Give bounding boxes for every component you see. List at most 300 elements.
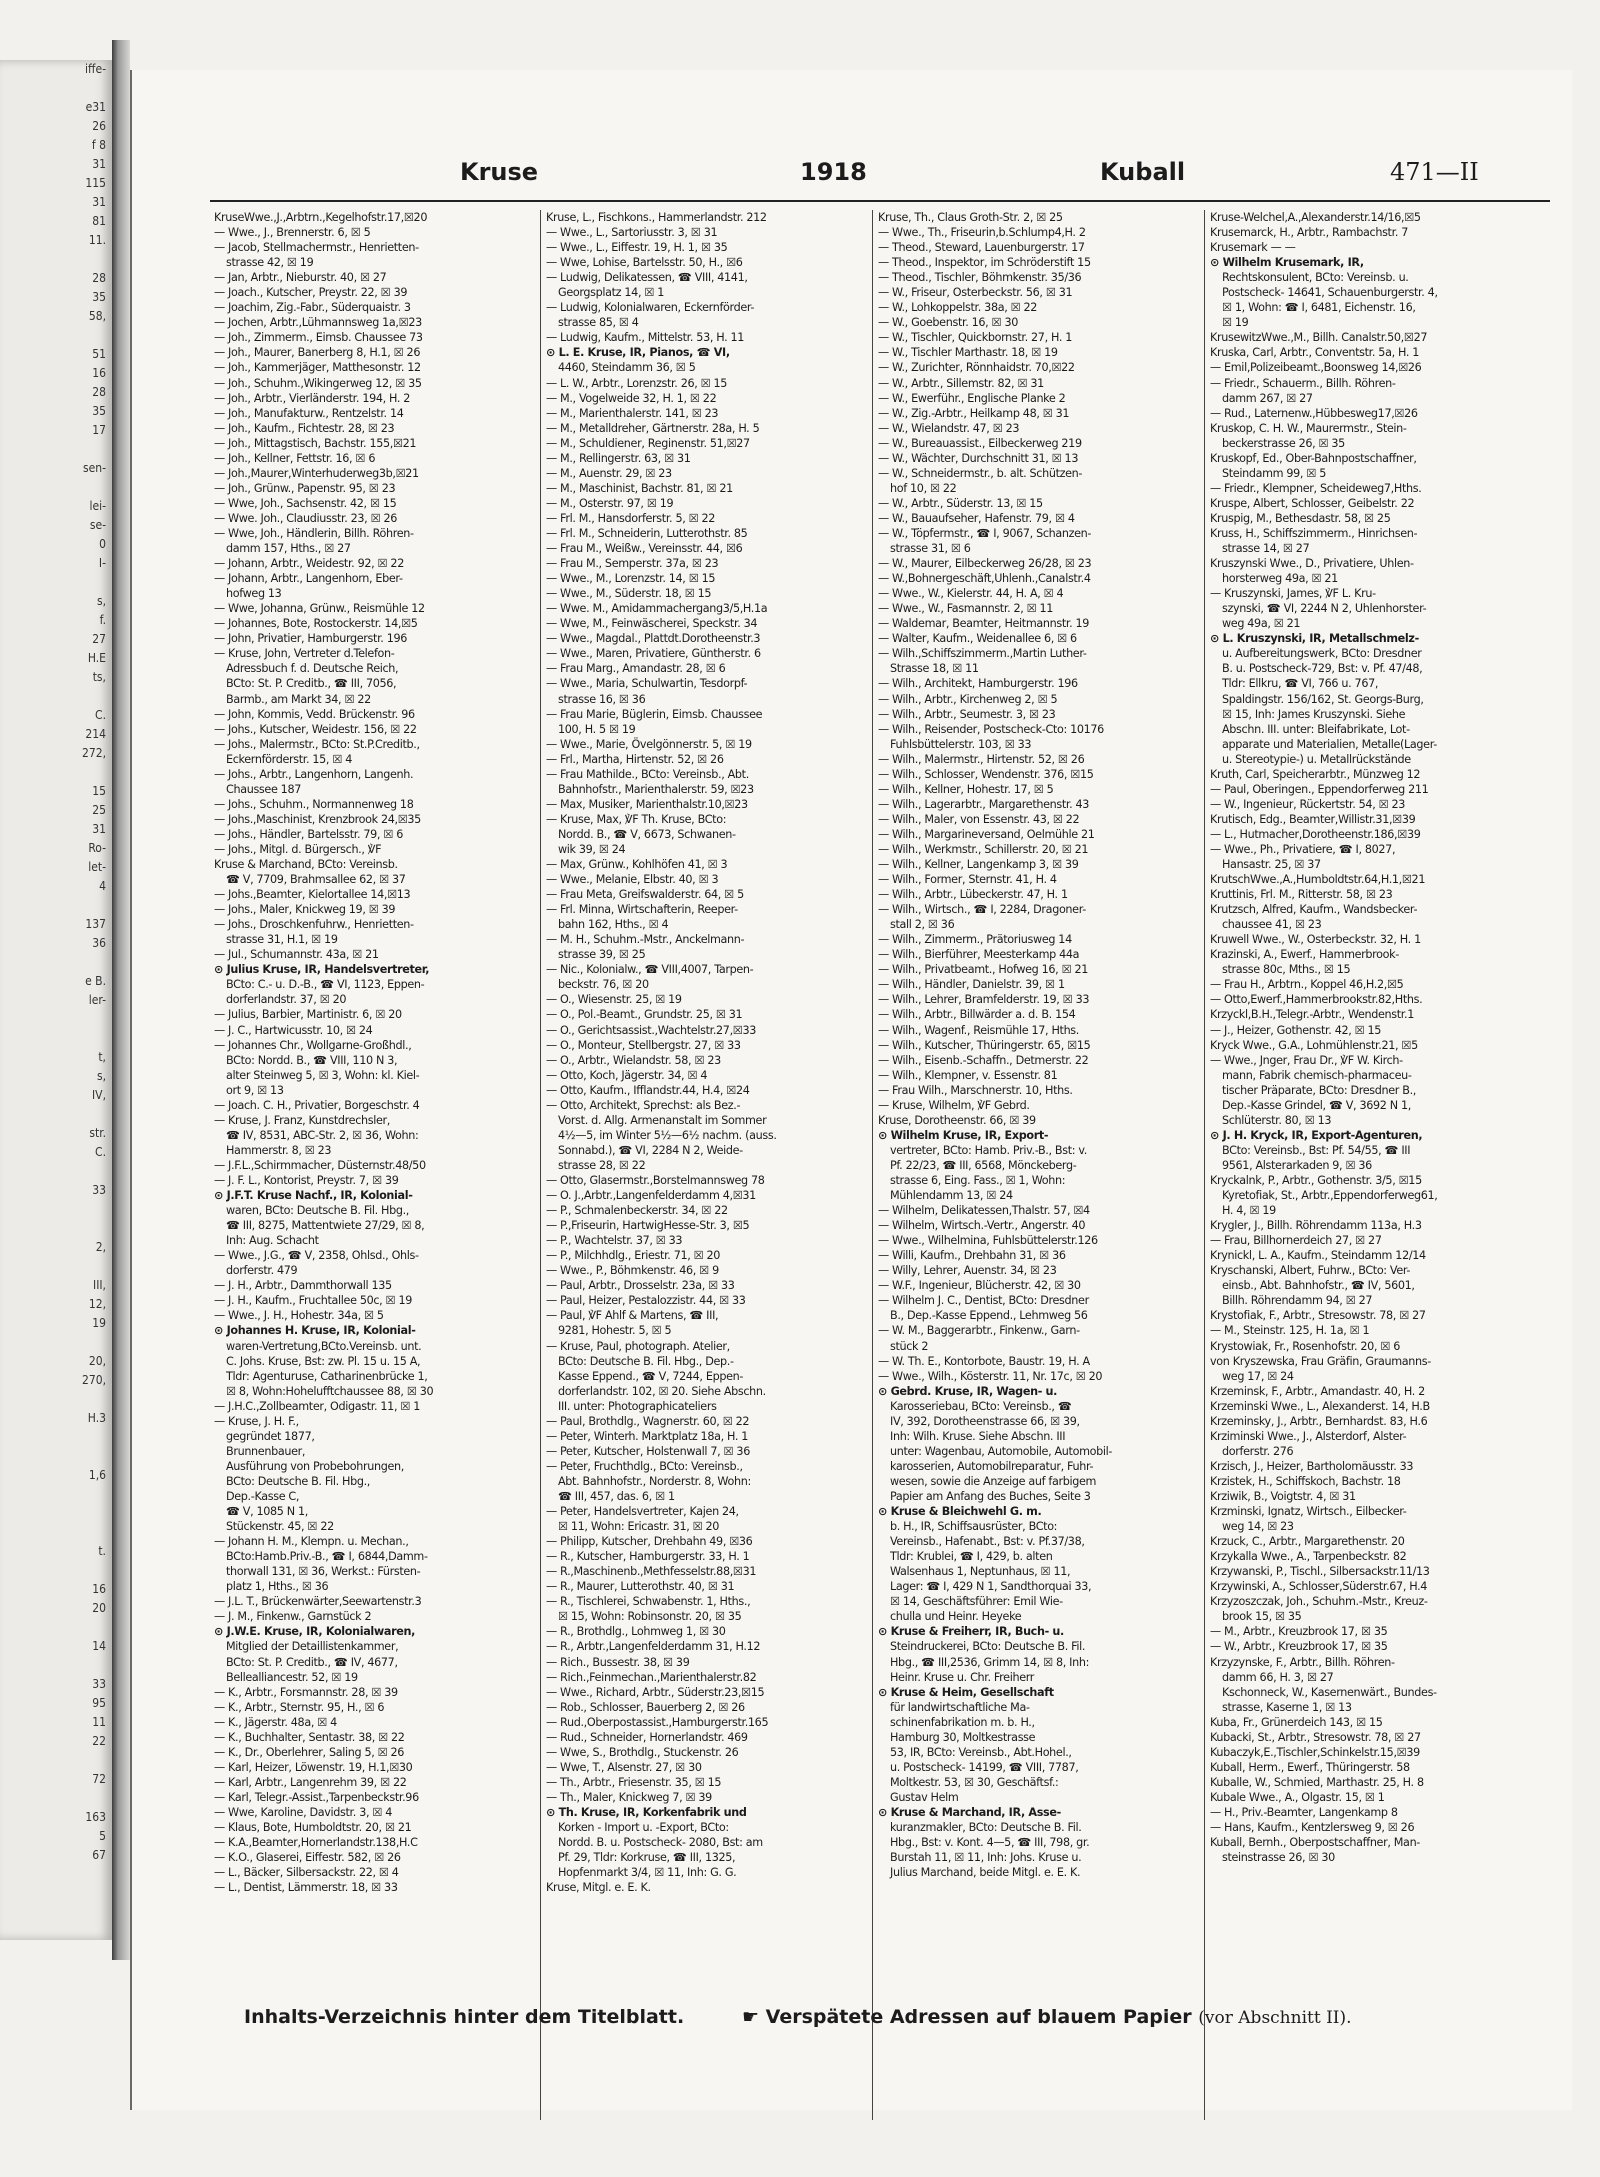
- left-page-fragment-line: 28: [92, 271, 106, 285]
- directory-entry-line: — K., Jägerstr. 48a, ☒ 4: [214, 1715, 337, 1729]
- directory-entry-line: — Joh., Grünw., Papenstr. 95, ☒ 23: [214, 481, 396, 495]
- directory-entry-line: Krziminski Wwe., J., Alsterdorf, Alster-: [1210, 1429, 1407, 1443]
- left-page-fragment-line: let-: [88, 860, 106, 874]
- directory-entry-line: — O., Pol.-Beamt., Grundstr. 25, ☒ 31: [546, 1008, 743, 1022]
- directory-entry-line: waren, BCto: Deutsche B. Fil. Hbg.,: [226, 1204, 409, 1218]
- directory-entry-line: ⊙ Kruse & Heim, Gesellschaft: [878, 1685, 1054, 1699]
- left-page-fragment-line: lei-: [89, 499, 106, 513]
- directory-entry-line: — Wwe., Maria, Schulwartin, Tesdorpf-: [546, 677, 748, 691]
- directory-entry-line: Krzyzoszczak, Joh., Schuhm.-Mstr., Kreuz-: [1210, 1595, 1428, 1609]
- directory-entry-line: — Wwe, Lohise, Bartelsstr. 50, H., ☒6: [546, 256, 743, 270]
- directory-entry-line: Postscheck- 14641, Schauenburgerstr. 4,: [1222, 286, 1438, 300]
- directory-entry-line: — W., Arbtr., Sillemstr. 82, ☒ 31: [878, 376, 1044, 390]
- header-right-keyword: Kuball: [1100, 158, 1186, 186]
- directory-entry-line: Kyretofiak, St., Arbtr.,Eppendorferweg61,: [1222, 1189, 1438, 1203]
- directory-entry-line: kuranzmakler, BCto: Deutsche B. Fil.: [890, 1821, 1082, 1835]
- directory-entry-line: — W., Tischler, Quickbornstr. 27, H. 1: [878, 331, 1073, 345]
- left-page-fragment-line: [0, 1789, 112, 1808]
- left-page-fragment-line: 20: [92, 1601, 106, 1615]
- directory-entry-line: — Wwe, T., Alsenstr. 27, ☒ 30: [546, 1760, 702, 1774]
- left-page-fragment-line: [0, 1523, 112, 1542]
- directory-entry-line: weg 14, ☒ 23: [1222, 1520, 1294, 1534]
- directory-entry-line: — Wwe., J. H., Hohestr. 34a, ☒ 5: [214, 1309, 384, 1323]
- directory-entry-line: Hopfenmarkt 3/4, ☒ 11, Inh: G. G.: [558, 1866, 737, 1880]
- directory-entry-line: Heinr. Kruse u. Chr. Freiherr: [890, 1670, 1035, 1684]
- left-page-fragment-line: 4: [99, 879, 106, 893]
- directory-entry-line: ⊙ J.W.E. Kruse, IR, Kolonialwaren,: [214, 1625, 415, 1639]
- directory-entry-line: — Willi, Kaufm., Drehbahn 31, ☒ 36: [878, 1249, 1066, 1263]
- directory-entry-line: Krutisch, Edg., Beamter,Willistr.31,☒39: [1210, 812, 1416, 826]
- directory-entry-line: — W., Goebenstr. 16, ☒ 30: [878, 316, 1018, 330]
- directory-entry-line: — Ludwig, Delikatessen, ☎ VIII, 4141,: [546, 271, 748, 285]
- directory-entry-line: für landwirtschaftliche Ma-: [890, 1700, 1030, 1714]
- left-page-fragment-line: 163: [85, 1810, 106, 1824]
- directory-entry-line: — K.A.,Beamter,Hornerlandstr.138,H.C: [214, 1836, 418, 1850]
- directory-entry-line: KrusewitzWwe.,M., Billh. Canalstr.50,☒27: [1210, 331, 1428, 345]
- directory-entry-line: — W., Ingenieur, Rückertstr. 54, ☒ 23: [1210, 797, 1406, 811]
- directory-entry-line: — Kruse, Paul, photograph. Atelier,: [546, 1339, 730, 1353]
- left-page-fragment-line: [0, 1618, 112, 1637]
- directory-entry-line: H. 4, ☒ 19: [1222, 1204, 1276, 1218]
- directory-entry-line: u. Aufbereitungswerk, BCto: Dresdner: [1222, 647, 1422, 661]
- directory-entry-line: Hamburg 30, Moltkestrasse: [890, 1730, 1036, 1744]
- directory-entry-line: — W., Friseur, Osterbeckstr. 56, ☒ 31: [878, 286, 1073, 300]
- left-page-fragment-line: 31: [92, 822, 106, 836]
- directory-entry-line: Krzykalla Wwe., A., Tarpenbeckstr. 82: [1210, 1550, 1407, 1564]
- directory-entry-line: — Kruse, Wilhelm, ℣F Gebrd.: [878, 1098, 1030, 1112]
- directory-entry-line: Kruse, L., Fischkons., Hammerlandstr. 212: [546, 211, 767, 224]
- directory-entry-line: Brunnenbauer,: [226, 1444, 306, 1458]
- left-page-fragment-line: 2,: [95, 1240, 106, 1254]
- directory-entry-line: Kryckalnk, P., Arbtr., Gothenstr. 3/5, ☒15: [1210, 1174, 1422, 1187]
- directory-entry-line: Hbg., ☎ III,2536, Grimm 14, ☒ 8, Inh:: [890, 1655, 1090, 1669]
- directory-entry-line: steinstrasse 26, ☒ 30: [1222, 1851, 1335, 1865]
- directory-entry-line: — Johs., Kutscher, Weidestr. 156, ☒ 22: [214, 722, 417, 736]
- directory-entry-line: dorferlandstr. 102, ☒ 20. Siehe Abschn.: [558, 1384, 766, 1398]
- directory-entry-line: — Rich.,Feinmechan.,Marienthalerstr.82: [546, 1670, 757, 1684]
- directory-entry-line: u. Postscheck- 14199, ☎ VIII, 7787,: [890, 1760, 1079, 1774]
- directory-entry-line: — Frau H., Arbtrn., Koppel 46,H.2,☒5: [1210, 978, 1404, 992]
- directory-entry-line: — Joh., Kellner, Fettstr. 16, ☒ 6: [214, 451, 376, 465]
- directory-entry-line: ☎ III, 8275, Mattentwiete 27/29, ☒ 8,: [226, 1219, 425, 1233]
- directory-entry-line: ort 9, ☒ 13: [226, 1083, 284, 1097]
- directory-entry-line: unter: Wagenbau, Automobile, Automobil-: [890, 1444, 1113, 1458]
- directory-entry-line: Bahnhofstr., Marienthalerstr. 59, ☒23: [558, 782, 754, 796]
- directory-entry-line: — Peter, Fruchthdlg., BCto: Vereinsb.,: [546, 1459, 743, 1473]
- directory-entry-line: — J. C., Hartwicusstr. 10, ☒ 24: [214, 1023, 373, 1037]
- directory-entry-line: Krusemarck, H., Arbtr., Rambachstr. 7: [1210, 226, 1408, 240]
- directory-entry-line: III. unter: Photographicateliers: [558, 1399, 717, 1413]
- directory-entry-line: Julius Marchand, beide Mitgl. e. E. K.: [890, 1866, 1081, 1880]
- directory-entry-line: — J.L. T., Brückenwärter,Seewartenstr.3: [214, 1595, 422, 1609]
- directory-entry-line: Schlüterstr. 80, ☒ 13: [1222, 1113, 1332, 1127]
- directory-entry-line: — Joh., Maurer, Banerberg 8, H.1, ☒ 26: [214, 346, 421, 360]
- directory-entry-line: B., Dep.-Kasse Eppend., Lehmweg 56: [890, 1309, 1088, 1323]
- directory-entry-line: — K., Buchhalter, Sentastr. 38, ☒ 22: [214, 1730, 405, 1744]
- directory-entry-line: Krutzsch, Alfred, Kaufm., Wandsbecker-: [1210, 903, 1418, 917]
- left-page-fragment-line: IV,: [92, 1088, 106, 1102]
- directory-entry-line: u. Stereotypie-) u. Metallrückstände: [1222, 752, 1411, 766]
- directory-entry-line: ⊙ L. E. Kruse, IR, Pianos, ☎ VI,: [546, 346, 730, 360]
- directory-entry-line: dorferstr. 479: [226, 1264, 298, 1278]
- directory-entry-line: — O., Gerichtsassist.,Wachtelstr.27,☒33: [546, 1023, 756, 1037]
- directory-entry-line: — Joh., Manufakturw., Rentzelstr. 14: [214, 406, 404, 420]
- directory-column-1: [214, 210, 532, 2120]
- directory-entry-line: Kschonneck, W., Kasernenwärt., Bundes-: [1222, 1685, 1437, 1699]
- directory-entry-line: Korken - Import u. -Export, BCto:: [558, 1821, 729, 1835]
- left-page-fragment-line: 81: [92, 214, 106, 228]
- directory-entry-line: — Ludwig, Kaufm., Mittelstr. 53, H. 11: [546, 331, 745, 345]
- directory-entry-line: Moltkestr. 53, ☒ 30, Geschäftsf.:: [890, 1775, 1059, 1789]
- directory-entry-line: — Wwe., Magdal., Plattdt.Dorotheenstr.3: [546, 632, 761, 646]
- directory-entry-line: — W., Tischler Marthastr. 18, ☒ 19: [878, 346, 1058, 360]
- directory-entry-line: Adressbuch f. d. Deutsche Reich,: [226, 662, 399, 676]
- directory-entry-line: ☎ V, 1085 N 1,: [226, 1505, 308, 1519]
- directory-entry-line: Lager: ☎ I, 429 N 1, Sandthorquai 33,: [890, 1580, 1092, 1594]
- directory-entry-line: KrutschWwe.,A.,Humboldtstr.64,H.1,☒21: [1210, 873, 1426, 887]
- left-page-fragment-line: 17: [92, 423, 106, 437]
- left-page-fragment-line: [0, 1751, 112, 1770]
- directory-entry-line: Vorst. d. Allg. Armenanstalt im Sommer: [558, 1113, 767, 1127]
- directory-entry-line: — Wilh., Maler, von Essenstr. 43, ☒ 22: [878, 812, 1080, 826]
- directory-entry-line: — L., Bäcker, Silbersackstr. 22, ☒ 4: [214, 1866, 399, 1880]
- directory-entry-line: Abschn. III. unter: Bleifabrikate, Lot-: [1222, 722, 1410, 736]
- directory-entry-line: 100, H. 5 ☒ 19: [558, 722, 636, 736]
- directory-entry-line: Barmb., am Markt 34, ☒ 22: [226, 692, 371, 706]
- directory-entry-line: — Frau Meta, Greifswalderstr. 64, ☒ 5: [546, 888, 744, 902]
- directory-entry-line: — P., Milchhdlg., Eriestr. 71, ☒ 20: [546, 1249, 721, 1263]
- left-page-fragment-line: 35: [92, 290, 106, 304]
- directory-entry-line: Rechtskonsulent, BCto: Vereinsb. u.: [1222, 271, 1409, 285]
- directory-entry-line: — Wwe., J., Brennerstr. 6, ☒ 5: [214, 226, 371, 240]
- directory-entry-line: Steindamm 99, ☒ 5: [1222, 466, 1326, 480]
- directory-entry-line: — M., Auenstr. 29, ☒ 23: [546, 466, 672, 480]
- directory-entry-line: — John, Kommis, Vedd. Brückenstr. 96: [214, 707, 415, 721]
- directory-entry-line: — Theod., Inspektor, im Schröderstift 15: [878, 256, 1091, 270]
- left-page-fragment-line: [0, 1485, 112, 1504]
- directory-entry-line: — Waldemar, Beamter, Heitmannstr. 19: [878, 617, 1090, 631]
- directory-entry-line: ⊙ Wilhelm Kruse, IR, Export-: [878, 1128, 1049, 1142]
- directory-entry-line: beckerstrasse 26, ☒ 35: [1222, 436, 1345, 450]
- directory-entry-line: — W., Lohkoppelstr. 38a, ☒ 22: [878, 301, 1038, 315]
- left-page-fragment-line: [0, 79, 112, 98]
- left-page-fragment-line: 137: [85, 917, 106, 931]
- footer-late-addresses: [742, 2006, 1352, 2028]
- left-page-fragment-line: 11.: [88, 233, 106, 247]
- left-page-fragment-line: 25: [92, 803, 106, 817]
- left-page-fragment-line: str.: [89, 1126, 106, 1140]
- directory-entry-line: ⊙ J.F.T. Kruse Nachf., IR, Kolonial-: [214, 1189, 413, 1203]
- directory-entry-line: — Wwe., W., Kielerstr. 44, H. A, ☒ 4: [878, 587, 1064, 601]
- left-page-fragment-line: [0, 763, 112, 782]
- directory-entry-line: Krzeminski Wwe., L., Alexanderst. 14, H.B: [1210, 1399, 1430, 1413]
- directory-entry-line: — K., Dr., Oberlehrer, Saling 5, ☒ 26: [214, 1745, 405, 1759]
- directory-entry-line: Chaussee 187: [226, 782, 301, 796]
- left-page-fragment-line: [0, 1390, 112, 1409]
- directory-entry-line: waren-Vertretung,BCto.Vereinsb. unt.: [226, 1339, 422, 1353]
- directory-entry-line: — K., Arbtr., Forsmannstr. 28, ☒ 39: [214, 1685, 398, 1699]
- directory-entry-line: — Wwe., Maren, Privatiere, Güntherstr. 6: [546, 647, 761, 661]
- directory-entry-line: weg 17, ☒ 24: [1222, 1369, 1294, 1383]
- directory-entry-line: — W.F., Ingenieur, Blücherstr. 42, ☒ 30: [878, 1279, 1081, 1293]
- directory-entry-line: mann, Fabrik chemisch-pharmaceu-: [1222, 1068, 1412, 1082]
- directory-entry-line: ⊙ Julius Kruse, IR, Handelsvertreter,: [214, 963, 430, 977]
- directory-entry-line: — Wwe., Ph., Privatiere, ☎ I, 8027,: [1210, 842, 1396, 856]
- directory-entry-line: — L. W., Arbtr., Lorenzstr. 26, ☒ 15: [546, 376, 728, 390]
- directory-entry-line: Steindruckerei, BCto: Deutsche B. Fil.: [890, 1640, 1086, 1654]
- directory-entry-line: ⊙ Gebrd. Kruse, IR, Wagen- u.: [878, 1384, 1058, 1398]
- left-page-fragment-line: s,: [96, 1069, 106, 1083]
- directory-entry-line: Inh: Aug. Schacht: [226, 1234, 319, 1248]
- directory-entry-line: — Wwe, Joh., Händlerin, Billh. Röhren-: [214, 526, 414, 540]
- left-page-fragment-line: 31: [92, 157, 106, 171]
- directory-entry-line: — Frl., Martha, Hirtenstr. 52, ☒ 26: [546, 752, 724, 766]
- left-page-fragment-line: [0, 687, 112, 706]
- left-page-fragment-line: [0, 1447, 112, 1466]
- directory-entry-line: — P.,Friseurin, HartwigHesse-Str. 3, ☒5: [546, 1219, 750, 1233]
- directory-entry-line: — W., Arbtr., Kreuzbrook 17, ☒ 35: [1210, 1640, 1388, 1654]
- directory-entry-line: — Kruse, J. H. F.,: [214, 1414, 299, 1428]
- directory-entry-line: Tldr: Krublei, ☎ I, 429, b. alten: [890, 1550, 1053, 1564]
- directory-entry-line: Krzeminsk, F., Arbtr., Amandastr. 40, H. 2: [1210, 1384, 1425, 1398]
- directory-entry-line: — W., Schneidermstr., b. alt. Schützen-: [878, 466, 1083, 480]
- left-page-fragment-line: [0, 1428, 112, 1447]
- directory-entry-line: — Karl, Arbtr., Langenrehm 39, ☒ 22: [214, 1775, 407, 1789]
- directory-entry-line: Krzuck, C., Arbtr., Margarethenstr. 20: [1210, 1535, 1405, 1549]
- directory-entry-line: Sonnabd.), ☎ VI, 2284 N 2, Weide-: [558, 1143, 743, 1157]
- directory-entry-line: Pf. 29, Tldr: Korkruse, ☎ III, 1325,: [558, 1851, 736, 1865]
- directory-entry-line: strasse 14, ☒ 27: [1222, 542, 1310, 556]
- directory-entry-line: Kuballe, W., Schmied, Marthastr. 25, H. 8: [1210, 1775, 1424, 1789]
- directory-entry-line: — Peter, Handelsvertreter, Kajen 24,: [546, 1505, 739, 1519]
- directory-entry-line: strasse 39, ☒ 25: [558, 948, 646, 962]
- left-page-fragment-line: 58,: [88, 309, 106, 323]
- directory-entry-line: Georgsplatz 14, ☒ 1: [558, 286, 665, 300]
- directory-entry-line: — Frau Marg., Amandastr. 28, ☒ 6: [546, 662, 726, 676]
- left-page-fragment-line: iffe-: [85, 62, 106, 76]
- header-year: 1918: [800, 158, 867, 186]
- directory-entry-line: — Wilh., Arbtr., Kirchenweg 2, ☒ 5: [878, 692, 1058, 706]
- directory-entry-line: — Wilh., Arbtr., Seumestr. 3, ☒ 23: [878, 707, 1056, 721]
- directory-entry-line: — O. J.,Arbtr.,Langenfelderdamm 4,☒31: [546, 1189, 756, 1203]
- directory-entry-line: Pf. 22/23, ☎ III, 6568, Mönckeberg-: [890, 1158, 1077, 1172]
- directory-entry-line: — Frau M., Semperstr. 37a, ☒ 23: [546, 557, 719, 571]
- directory-entry-line: platz 1, Hths., ☒ 36: [226, 1580, 329, 1594]
- directory-entry-line: — Paul, Arbtr., Drosselstr. 23a, ☒ 33: [546, 1279, 735, 1293]
- book-spine: [112, 40, 130, 1960]
- directory-entry-line: — R., Maurer, Lutterothstr. 40, ☒ 31: [546, 1580, 735, 1594]
- directory-entry-line: — Wilh., Schlosser, Wendenstr. 376, ☒15: [878, 767, 1094, 781]
- left-page-fragment-line: C.: [95, 1145, 106, 1159]
- directory-entry-line: — Rich., Bussestr. 38, ☒ 39: [546, 1655, 690, 1669]
- directory-entry-line: weg 49a, ☒ 21: [1222, 617, 1301, 631]
- directory-entry-line: ☒ 15, Inh: James Kruszynski. Siehe: [1222, 707, 1406, 721]
- directory-entry-line: Tldr: Agenturuse, Catharinenbrücke 1,: [226, 1369, 428, 1383]
- left-page-fragment-line: 31: [92, 195, 106, 209]
- directory-entry-line: — Johannes, Bote, Rostockerstr. 14,☒5: [214, 617, 418, 631]
- directory-entry-line: — Julius, Barbier, Martinistr. 6, ☒ 20: [214, 1008, 402, 1022]
- directory-entry-line: Karosseriebau, BCto: Vereinsb., ☎: [890, 1399, 1072, 1413]
- directory-entry-line: — W., Zurichter, Rönnhaidstr. 70,☒22: [878, 361, 1075, 375]
- directory-entry-line: — J. F. L., Kontorist, Preystr. 7, ☒ 39: [214, 1174, 399, 1187]
- column-divider: [540, 210, 541, 2120]
- directory-entry-line: 53, IR, BCto: Vereinsb., Abt.Hohel.,: [890, 1745, 1072, 1759]
- directory-entry-line: — J. H., Kaufm., Fruchtallee 50c, ☒ 19: [214, 1294, 412, 1308]
- left-page-fragment-line: [0, 1333, 112, 1352]
- directory-entry-line: Bellealliancestr. 52, ☒ 19: [226, 1670, 358, 1684]
- directory-entry-line: — Joh., Arbtr., Vierländerstr. 194, H. 2: [214, 391, 411, 405]
- directory-entry-line: — Wwe., Th., Friseurin,b.Schlump4,H. 2: [878, 226, 1086, 240]
- directory-entry-line: — Joach., Kutscher, Preystr. 22, ☒ 39: [214, 286, 408, 300]
- directory-entry-line: — Wilh., Architekt, Hamburgerstr. 196: [878, 677, 1078, 691]
- left-page-fragment-line: [0, 1010, 112, 1029]
- directory-entry-line: — Wwe., Richard, Arbtr., Süderstr.23,☒15: [546, 1685, 765, 1699]
- directory-entry-line: — Joh., Schuhm.,Wikingerweg 12, ☒ 35: [214, 376, 422, 390]
- directory-entry-line: ⊙ Kruse & Marchand, IR, Asse-: [878, 1805, 1061, 1819]
- directory-entry-line: Kryschanski, Albert, Fuhrw., BCto: Ver-: [1210, 1264, 1411, 1278]
- directory-entry-line: B. u. Postscheck-729, Bst: v. Pf. 47/48,: [1222, 662, 1423, 676]
- left-page-fragment-line: [0, 953, 112, 972]
- directory-entry-line: — Frau Mathilde., BCto: Vereinsb., Abt.: [546, 767, 749, 781]
- directory-entry-line: Abt. Bahnhofstr., Norderstr. 8, Wohn:: [558, 1474, 751, 1488]
- directory-entry-line: wesen, sowie die Anzeige auf farbigem: [890, 1474, 1097, 1488]
- directory-entry-line: Inh: Wilh. Kruse. Siehe Abschn. III: [890, 1429, 1066, 1443]
- directory-entry-line: — J. H., Arbtr., Dammthorwall 135: [214, 1279, 392, 1293]
- page-header: [210, 158, 1550, 194]
- directory-entry-line: — J.H.C.,Zollbeamter, Odigastr. 11, ☒ 1: [214, 1399, 421, 1413]
- directory-entry-line: — Kruszynski, James, ℣F L. Kru-: [1210, 587, 1376, 601]
- directory-entry-line: vertreter, BCto: Hamb. Priv.-B., Bst: v.: [890, 1143, 1088, 1157]
- directory-entry-line: — Wwe., W., Fasmannstr. 2, ☒ 11: [878, 602, 1054, 616]
- directory-entry-line: — L., Dentist, Lämmerstr. 18, ☒ 33: [214, 1881, 398, 1895]
- directory-entry-line: Krzisch, J., Heizer, Bartholomäusstr. 33: [1210, 1459, 1414, 1473]
- directory-entry-line: 4460, Steindamm 36, ☒ 5: [558, 361, 696, 375]
- left-page-fragment-line: [0, 1162, 112, 1181]
- directory-entry-line: — Karl, Telegr.-Assist.,Tarpenbeckstr.96: [214, 1790, 419, 1804]
- directory-entry-line: Dep.-Kasse Grindel, ☎ V, 3692 N 1,: [1222, 1098, 1411, 1112]
- directory-entry-line: — Frl. M., Hansdorferstr. 5, ☒ 22: [546, 511, 716, 525]
- directory-entry-line: Burstah 11, ☒ 11, Inh: Johs. Kruse u.: [890, 1851, 1082, 1865]
- directory-entry-line: — W., Zig.-Arbtr., Heilkamp 48, ☒ 31: [878, 406, 1070, 420]
- directory-entry-line: schinenfabrikation m. b. H.,: [890, 1715, 1035, 1729]
- directory-entry-line: — O., Arbtr., Wielandstr. 58, ☒ 23: [546, 1053, 721, 1067]
- directory-entry-line: damm 267, ☒ 27: [1222, 391, 1313, 405]
- directory-entry-line: — Peter, Kutscher, Holstenwall 7, ☒ 36: [546, 1444, 750, 1458]
- directory-entry-line: — J., Heizer, Gothenstr. 42, ☒ 15: [1210, 1023, 1382, 1037]
- directory-entry-line: — W., Bureauassist., Eilbeckerweg 219: [878, 436, 1082, 450]
- directory-entry-line: — Frau M., Weißw., Vereinsstr. 44, ☒6: [546, 542, 743, 556]
- directory-entry-line: bahn 162, Hths., ☒ 4: [558, 918, 669, 932]
- directory-entry-line: Kruss, H., Schiffszimmerm., Hinrichsen-: [1210, 526, 1418, 540]
- directory-entry-line: Billh. Röhrendamm 94, ☒ 27: [1222, 1294, 1373, 1308]
- directory-entry-line: — Otto, Glasermstr.,Borstelmannsweg 78: [546, 1174, 765, 1187]
- directory-entry-line: — Rud., Schneider, Hornerlandstr. 469: [546, 1730, 748, 1744]
- directory-entry-line: Krzywinski, A., Schlosser,Süderstr.67, H.4: [1210, 1580, 1428, 1594]
- directory-entry-line: chaussee 41, ☒ 23: [1222, 918, 1322, 932]
- left-page-fragment-line: e B.: [85, 974, 106, 988]
- directory-entry-line: — Klaus, Bote, Humboldtstr. 20, ☒ 21: [214, 1821, 412, 1835]
- directory-entry-line: — Wilh., Margarineversand, Oelmühle 21: [878, 827, 1095, 841]
- left-page-fragment-line: 72: [92, 1772, 106, 1786]
- directory-entry-line: — M., Schuldiener, Reginenstr. 51,☒27: [546, 436, 750, 450]
- directory-entry-line: — Joh.,Maurer,Winterhuderweg3b,☒21: [214, 466, 419, 480]
- left-page-fragment-line: 16: [92, 366, 106, 380]
- directory-entry-line: Eckernförderstr. 15, ☒ 4: [226, 752, 352, 766]
- directory-entry-line: Dep.-Kasse C,: [226, 1489, 300, 1503]
- left-page-fragment-line: f.: [99, 613, 106, 627]
- directory-entry-line: — Wilhelm, Delikatessen,Thalstr. 57, ☒4: [878, 1204, 1090, 1218]
- directory-entry-line: Kryck Wwe., G.A., Lohmühlenstr.21, ☒5: [1210, 1038, 1418, 1052]
- directory-entry-line: — W., Arbtr., Süderstr. 13, ☒ 15: [878, 496, 1043, 510]
- left-page-fragment-line: [0, 573, 112, 592]
- directory-entry-line: Krzistek, H., Schiffskoch, Bachstr. 18: [1210, 1474, 1401, 1488]
- directory-entry-line: — Wilh., Arbtr., Lübeckerstr. 47, H. 1: [878, 888, 1068, 902]
- directory-entry-line: Gustav Helm: [890, 1790, 959, 1804]
- directory-entry-line: — R.,Maschinenb.,Methfesselstr.88,☒31: [546, 1565, 757, 1579]
- directory-entry-line: — Max, Grünw., Kohlhöfen 41, ☒ 3: [546, 858, 728, 872]
- left-page-fragment-line: 33: [92, 1183, 106, 1197]
- left-page-fragment-line: 270,: [81, 1373, 106, 1387]
- directory-entry-line: — P., Schmalenbeckerstr. 34, ☒ 22: [546, 1204, 728, 1218]
- directory-entry-line: Kruspe, Albert, Schlosser, Geibelstr. 22: [1210, 496, 1415, 510]
- directory-entry-line: — Wilh., Privatbeamt., Hofweg 16, ☒ 21: [878, 963, 1089, 977]
- directory-entry-line: — Johs., Arbtr., Langenhorn, Langenh.: [214, 767, 414, 781]
- directory-entry-line: Krzeminsky, J., Arbtr., Bernhardst. 83, H.6: [1210, 1414, 1428, 1428]
- left-page-fragment-line: 5: [99, 1829, 106, 1843]
- directory-entry-line: — Wwe., Melanie, Elbstr. 40, ☒ 3: [546, 873, 719, 887]
- directory-entry-line: — Th., Arbtr., Friesenstr. 35, ☒ 15: [546, 1775, 722, 1789]
- directory-entry-line: chulla und Heinr. Heyeke: [890, 1610, 1022, 1624]
- directory-entry-line: — Wilh., Bierführer, Meesterkamp 44a: [878, 948, 1080, 962]
- directory-entry-line: ☒ 15, Wohn: Robinsonstr. 20, ☒ 35: [558, 1610, 742, 1624]
- left-page-fragment-line: [0, 1257, 112, 1276]
- left-page-fragment-line: ts,: [92, 670, 106, 684]
- directory-entry-line: ⊙ Johannes H. Kruse, IR, Kolonial-: [214, 1324, 416, 1338]
- directory-entry-line: szynski, ☎ VI, 2244 N 2, Uhlenhorster-: [1222, 602, 1427, 616]
- directory-entry-line: — John, Privatier, Hamburgerstr. 196: [214, 632, 408, 646]
- left-page-fragment: [0, 60, 114, 1940]
- directory-entry-line: — Paul, Heizer, Pestalozzistr. 44, ☒ 33: [546, 1294, 746, 1308]
- directory-entry-line: hofweg 13: [226, 587, 282, 601]
- directory-entry-line: Krygler, J., Billh. Röhrendamm 113a, H.3: [1210, 1219, 1422, 1233]
- directory-entry-line: — Frl. M., Schneiderin, Lutterothstr. 85: [546, 526, 748, 540]
- directory-entry-line: — Kruse, John, Vertreter d.Telefon-: [214, 647, 395, 661]
- directory-entry-line: — Otto, Kaufm., Ifflandstr.44, H.4, ☒24: [546, 1083, 750, 1097]
- directory-entry-line: — Wilh., Lehrer, Bramfelderstr. 19, ☒ 33: [878, 993, 1090, 1007]
- directory-entry-line: ⊙ L. Kruszynski, IR, Metallschmelz-: [1210, 632, 1419, 646]
- directory-entry-line: hof 10, ☒ 22: [890, 481, 957, 495]
- directory-entry-line: — M., Marienthalerstr. 141, ☒ 23: [546, 406, 719, 420]
- left-page-fragment-line: [0, 1561, 112, 1580]
- directory-entry-line: — Joh., Zimmerm., Eimsb. Chaussee 73: [214, 331, 423, 345]
- directory-entry-line: Kruse, Dorotheenstr. 66, ☒ 39: [878, 1113, 1036, 1127]
- directory-entry-line: ⊙ Th. Kruse, IR, Korkenfabrik und: [546, 1805, 747, 1819]
- directory-entry-line: — Johs.,Maschinist, Krenzbrook 24,☒35: [214, 812, 421, 826]
- directory-entry-line: BCto:Hamb.Priv.-B., ☎ I, 6844,Damm-: [226, 1550, 428, 1564]
- left-page-fragment-line: 28: [92, 385, 106, 399]
- directory-entry-line: Krystofiak, F., Arbtr., Stresowstr. 78, ☒ 27: [1210, 1309, 1426, 1323]
- directory-entry-line: — Johs.,Beamter, Kielortallee 14,☒13: [214, 888, 411, 902]
- directory-entry-line: — Jan, Arbtr., Nieburstr. 40, ☒ 27: [214, 271, 387, 285]
- directory-entry-line: Vereinsb., Hafenabt., Bst: v. Pf.37/38,: [890, 1535, 1085, 1549]
- left-page-fragment-line: 51: [92, 347, 106, 361]
- directory-entry-line: 9281, Hohestr. 5, ☒ 5: [558, 1324, 672, 1338]
- directory-entry-line: — Kruse, Max, ℣F Th. Kruse, BCto:: [546, 812, 727, 826]
- directory-entry-line: — Otto, Architekt, Sprechst: als Bez.-: [546, 1098, 741, 1112]
- directory-entry-line: Kuball, Herm., Ewerf., Thüringerstr. 58: [1210, 1760, 1410, 1774]
- directory-entry-line: — Paul, Brothdlg., Wagnerstr. 60, ☒ 22: [546, 1414, 750, 1428]
- left-page-fragment-line: e31: [85, 100, 106, 114]
